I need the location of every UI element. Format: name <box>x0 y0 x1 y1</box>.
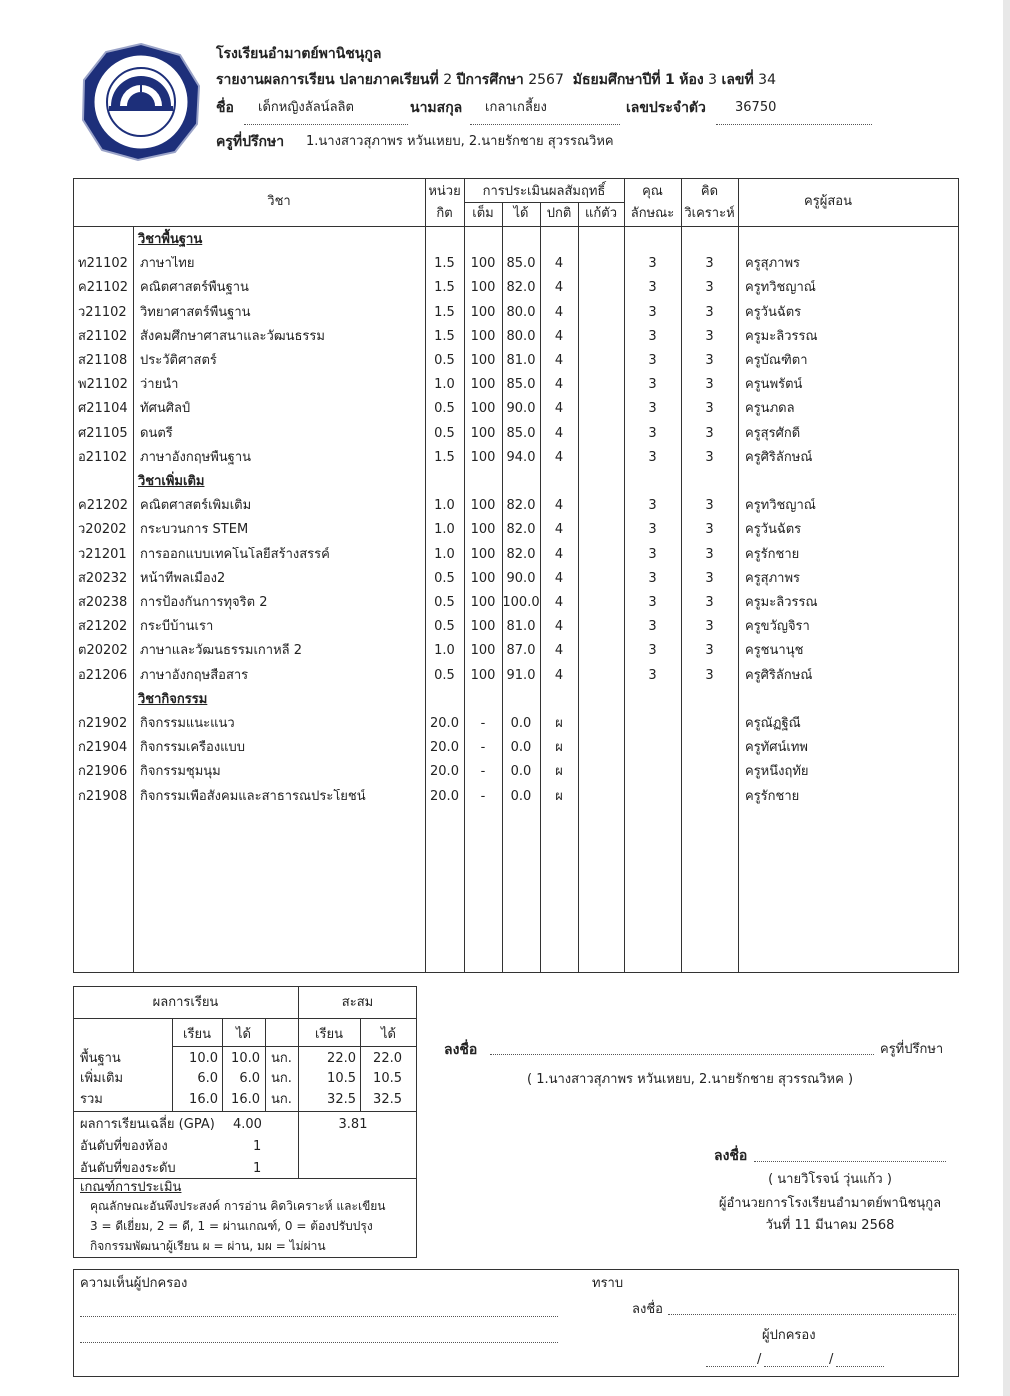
student-name: เด็กหญิงลัลน์ลลิต <box>258 100 354 115</box>
col-full: เต็ม <box>472 206 494 221</box>
cell-code: ก21904 <box>78 740 128 756</box>
rank-room-label: อันดับที่ของห้อง <box>80 1139 168 1154</box>
cell-code: ส21202 <box>78 619 128 635</box>
cell-teacher: ครูขวัญจิรา <box>745 619 810 635</box>
cell-credit: 1.0 <box>434 522 455 538</box>
cell-code: ก21906 <box>78 764 128 780</box>
col-subject: วิชา <box>267 194 291 209</box>
cell-got: 0.0 <box>510 788 532 804</box>
cell-name: กิจกรรมแนะแนว <box>140 716 235 731</box>
cell-credit: 1.0 <box>434 377 455 393</box>
cell-grade: 4 <box>554 377 564 393</box>
advisor-sign-label: ลงชื่อ <box>444 1042 478 1058</box>
cell-teacher: ครูนภดล <box>745 401 795 417</box>
cell-full: 100 <box>470 353 496 368</box>
summary-cell-acc_got: 22.0 <box>373 1051 402 1066</box>
cell-credit: 20.0 <box>430 764 459 780</box>
cell-credit: 0.5 <box>434 353 455 368</box>
summary-cell-unit: นก. <box>271 1051 292 1066</box>
cell-full: 100 <box>470 595 496 610</box>
cell-code: ส20232 <box>78 570 128 586</box>
summary-col-acc-got: ได้ <box>381 1027 396 1042</box>
col-thinking: คิด <box>700 184 719 199</box>
cell-full: 100 <box>470 280 496 296</box>
cell-char: 3 <box>648 449 657 465</box>
cell-teacher: ครูณัฏฐิณี <box>745 716 801 731</box>
parent-sign-label: ลงชื่อ <box>632 1302 663 1317</box>
cell-think: 3 <box>705 522 714 538</box>
cell-full: 100 <box>470 328 496 344</box>
director-role: ผู้อำนวยการโรงเรียนอำมาตย์พานิชนุกูล <box>718 1196 942 1211</box>
cell-name: ทัศนศิลป์ <box>140 401 191 417</box>
id-label: เลขประจำตัว <box>626 100 706 116</box>
cell-grade: 4 <box>554 280 564 296</box>
cell-code: พ21102 <box>78 377 128 393</box>
summary-cell-unit: นก. <box>271 1092 292 1107</box>
cell-credit: 20.0 <box>430 716 459 731</box>
cell-grade: ผ <box>555 716 563 731</box>
cell-think: 3 <box>705 595 714 610</box>
year: 2567 <box>528 72 564 88</box>
cell-full: - <box>480 716 486 731</box>
cell-grade: 4 <box>554 425 564 441</box>
number-label: เลขที่ <box>721 72 754 88</box>
cell-name: ดนตรี <box>140 425 173 441</box>
cell-teacher: ครูสุรศักดิ์ <box>745 425 801 441</box>
cell-full: 100 <box>470 377 496 393</box>
parent-ack-label: ทราบ <box>592 1276 624 1291</box>
cell-char: 3 <box>648 328 657 344</box>
summary-col-study: เรียน <box>183 1027 211 1042</box>
name-label: ชื่อ <box>216 100 234 116</box>
cell-name: ภาษาและวัฒนธรรมเกาหลี 2 <box>140 643 303 659</box>
number: 34 <box>758 72 776 88</box>
cell-got: 0.0 <box>510 740 532 756</box>
summary-accum-title: สะสม <box>341 995 374 1010</box>
cell-grade: 4 <box>554 546 564 562</box>
cell-code: ว21102 <box>78 304 127 320</box>
cell-think: 3 <box>705 570 714 586</box>
summary-cell-label: เพิ่มเติม <box>80 1071 124 1086</box>
cell-name: การออกแบบเทคโนโลยีสร้างสรรค์ <box>140 546 330 562</box>
cell-name: หน้าที่พลเมือง2 <box>140 570 226 586</box>
student-surname: เกลาเกลี้ยง <box>485 100 547 115</box>
cell-got: 0.0 <box>510 764 532 780</box>
cell-credit: 0.5 <box>434 425 455 441</box>
report-title: รายงานผลการเรียน ปลายภาคเรียนที่ <box>216 72 439 88</box>
col-character-2: ลักษณะ <box>630 206 675 221</box>
criteria-line-1: คุณลักษณะอันพึงประสงค์ การอ่าน คิดวิเคราะห์ และเขียน <box>90 1199 386 1213</box>
summary-cell-acc_study: 22.0 <box>327 1051 356 1066</box>
advisor-role: ครูที่ปรึกษา <box>880 1042 944 1057</box>
cell-got: 85.0 <box>506 425 536 441</box>
cell-teacher: ครูชนานุช <box>745 643 804 659</box>
cell-think: 3 <box>705 498 714 514</box>
cell-name: ภาษาอังกฤษสื่อสาร <box>140 667 249 683</box>
room: 3 <box>708 72 718 88</box>
cell-code: อ21206 <box>78 667 128 683</box>
cell-grade: 4 <box>554 449 564 465</box>
cell-got: 82.0 <box>506 280 536 296</box>
cell-code: ก21902 <box>78 716 128 731</box>
cell-grade: ผ <box>555 740 563 756</box>
cell-think: 3 <box>705 667 714 683</box>
cell-got: 90.0 <box>506 570 536 586</box>
accum-gpa-value: 3.81 <box>338 1117 368 1132</box>
cell-teacher: ครูวันฉัตร <box>745 304 802 320</box>
cell-char: 3 <box>648 401 657 417</box>
cell-credit: 0.5 <box>434 401 455 417</box>
cell-name: กิจกรรมเครื่องแบบ <box>140 740 246 756</box>
cell-got: 80.0 <box>506 328 536 344</box>
cell-code: ค21202 <box>78 498 129 514</box>
cell-name: กระบี่บ้านเรา <box>140 619 214 635</box>
cell-full: 100 <box>470 256 496 272</box>
cell-name: ภาษาไทย <box>140 256 195 272</box>
room-label: ห้อง <box>679 72 704 88</box>
cell-char: 3 <box>648 546 657 562</box>
cell-full: - <box>480 764 486 780</box>
col-assessment: การประเมินผลสัมฤทธิ์ <box>482 184 606 199</box>
cell-credit: 0.5 <box>434 570 455 586</box>
cell-teacher: ครูบัณฑิตา <box>745 353 808 368</box>
cell-full: 100 <box>470 304 496 320</box>
cell-teacher: ครูศิริลักษณ์ <box>745 667 813 683</box>
cell-teacher: ครูหนึ่งฤทัย <box>745 764 809 780</box>
cell-char: 3 <box>648 498 657 514</box>
cell-char: 3 <box>648 280 657 296</box>
student-id: 36750 <box>735 100 777 115</box>
cell-credit: 1.5 <box>434 280 455 296</box>
summary-col-acc-study: เรียน <box>315 1027 343 1042</box>
criteria-title: เกณฑ์การประเมิน <box>80 1180 182 1195</box>
cell-char: 3 <box>648 425 657 441</box>
cell-teacher: ครูทวิชญาณ์ <box>745 280 816 296</box>
cell-credit: 1.0 <box>434 546 455 562</box>
cell-grade: 4 <box>554 256 564 272</box>
cell-code: ว21201 <box>78 546 127 562</box>
cell-code: ส21108 <box>78 353 128 368</box>
cell-full: 100 <box>470 619 496 635</box>
cell-teacher: ครูรักชาย <box>745 546 800 562</box>
cell-teacher: ครูนพรัตน์ <box>745 377 803 393</box>
year-label: ปีการศึกษา <box>456 72 524 88</box>
cell-char: 3 <box>648 570 657 586</box>
cell-code: ต20202 <box>78 643 128 659</box>
cell-grade: 4 <box>554 353 564 368</box>
col-fix: แก้ตัว <box>585 206 617 221</box>
summary-cell-acc_got: 32.5 <box>373 1092 402 1107</box>
cell-think: 3 <box>705 546 714 562</box>
cell-char: 3 <box>648 377 657 393</box>
col-got: ได้ <box>513 206 529 221</box>
cell-think: 3 <box>705 449 714 465</box>
cell-grade: 4 <box>554 667 564 683</box>
cell-grade: 4 <box>554 643 564 659</box>
cell-credit: 0.5 <box>434 595 455 610</box>
cell-name: กระบวนการ STEM <box>140 522 249 538</box>
cell-char: 3 <box>648 595 657 610</box>
cell-full: 100 <box>470 425 496 441</box>
cell-char: 3 <box>648 353 657 368</box>
cell-name: คณิตศาสตร์พื้นฐาน <box>140 280 249 296</box>
rank-level-label: อันดับที่ของระดับ <box>80 1161 176 1176</box>
cell-think: 3 <box>705 304 714 320</box>
cell-teacher: ครูศิริลักษณ์ <box>745 449 813 465</box>
cell-char: 3 <box>648 643 657 659</box>
criteria-line-3: กิจกรรมพัฒนาผู้เรียน ผ = ผ่าน, มผ = ไม่ผ่าน <box>90 1239 326 1253</box>
cell-full: - <box>480 740 486 756</box>
cell-grade: 4 <box>554 498 564 514</box>
cell-code: ว20202 <box>78 522 127 538</box>
sign-date: วันที่ 11 มีนาคม 2568 <box>765 1218 895 1233</box>
cell-teacher: ครูทวิชญาณ์ <box>745 498 816 514</box>
cell-got: 82.0 <box>506 522 536 538</box>
rank-level-value: 1 <box>253 1161 262 1176</box>
cell-full: 100 <box>470 449 496 465</box>
grade-label: มัธยมศึกษาปีที่ <box>572 72 661 88</box>
term: 2 <box>443 72 453 88</box>
parent-date-slash-1: / <box>757 1352 762 1367</box>
cell-full: 100 <box>470 570 496 586</box>
cell-credit: 20.0 <box>430 740 459 756</box>
cell-think: 3 <box>705 619 714 635</box>
cell-think: 3 <box>705 401 714 417</box>
cell-full: 100 <box>470 522 496 538</box>
cell-code: ก21908 <box>78 788 128 804</box>
summary-col-got: ได้ <box>236 1027 251 1042</box>
cell-grade: 4 <box>554 401 564 417</box>
summary-cell-got: 6.0 <box>239 1071 260 1086</box>
parent-box <box>73 1269 959 1377</box>
cell-name: ประวัติศาสตร์ <box>140 353 217 368</box>
cell-teacher: ครูสุภาพร <box>745 570 801 586</box>
director-sign-label: ลงชื่อ <box>714 1148 748 1164</box>
cell-got: 82.0 <box>506 498 536 514</box>
cell-full: 100 <box>470 401 496 417</box>
summary-cell-study: 10.0 <box>189 1051 218 1066</box>
cell-credit: 20.0 <box>430 788 459 804</box>
section-heading: วิชาพื้นฐาน <box>138 232 203 247</box>
cell-got: 85.0 <box>506 256 536 272</box>
cell-teacher: ครูทัศน์เทพ <box>745 740 808 756</box>
cell-got: 81.0 <box>506 353 536 368</box>
section-heading: วิชากิจกรรม <box>138 691 208 707</box>
summary-cell-acc_study: 10.5 <box>327 1071 356 1086</box>
grade: 1 <box>665 72 675 88</box>
rank-room-value: 1 <box>253 1139 262 1154</box>
cell-code: ค21102 <box>78 280 129 296</box>
cell-credit: 1.5 <box>434 449 455 465</box>
cell-think: 3 <box>705 425 714 441</box>
summary-cell-got: 10.0 <box>231 1051 260 1066</box>
cell-grade: 4 <box>554 570 564 586</box>
summary-results-title: ผลการเรียน <box>152 995 219 1010</box>
col-normal: ปกติ <box>546 206 572 221</box>
cell-code: ท21102 <box>78 256 128 272</box>
cell-think: 3 <box>705 256 714 272</box>
advisor-label: ครูที่ปรึกษา <box>216 134 285 150</box>
cell-got: 85.0 <box>506 377 536 393</box>
cell-code: ส21102 <box>78 328 128 344</box>
cell-got: 80.0 <box>506 304 536 320</box>
cell-full: 100 <box>470 667 496 683</box>
cell-got: 91.0 <box>506 667 536 683</box>
criteria-line-2: 3 = ดีเยี่ยม, 2 = ดี, 1 = ผ่านเกณฑ์, 0 = ต้องปรับปรุง <box>90 1219 373 1233</box>
cell-grade: ผ <box>555 764 563 780</box>
cell-teacher: ครูสุภาพร <box>745 256 801 272</box>
cell-name: ว่ายน้ำ <box>140 377 179 393</box>
cell-credit: 1.0 <box>434 643 455 659</box>
cell-credit: 0.5 <box>434 619 455 635</box>
cell-think: 3 <box>705 643 714 659</box>
cell-code: ส20238 <box>78 595 128 610</box>
parent-comment-label: ความเห็นผู้ปกครอง <box>80 1276 188 1291</box>
cell-credit: 1.5 <box>434 304 455 320</box>
cell-got: 81.0 <box>506 619 536 635</box>
summary-cell-label: พื้นฐาน <box>80 1051 121 1066</box>
summary-cell-unit: นก. <box>271 1071 292 1086</box>
cell-grade: 4 <box>554 328 564 344</box>
cell-grade: ผ <box>555 788 563 804</box>
surname-label: นามสกุล <box>410 100 463 116</box>
school-name: โรงเรียนอำมาตย์พานิชนุกูล <box>216 46 382 62</box>
cell-name: การป้องกันการทุจริต 2 <box>140 595 268 610</box>
cell-name: ภาษาอังกฤษพื้นฐาน <box>140 449 252 465</box>
cell-grade: 4 <box>554 595 564 610</box>
summary-cell-got: 16.0 <box>231 1092 260 1107</box>
cell-got: 0.0 <box>510 716 532 731</box>
advisor-sign-names: ( 1.นางสาวสุภาพร หวันเหยบ, 2.นายรักชาย สุวรรณวิหค ) <box>526 1072 854 1087</box>
cell-think: 3 <box>705 280 714 296</box>
col-credit-2: กิต <box>436 206 453 221</box>
col-credit: หน่วย <box>428 184 461 199</box>
summary-cell-acc_got: 10.5 <box>373 1071 402 1086</box>
cell-got: 100.0 <box>502 595 540 610</box>
cell-full: - <box>480 788 486 804</box>
gpa-value: 4.00 <box>233 1117 262 1132</box>
school-logo <box>80 42 202 162</box>
cell-grade: 4 <box>554 304 564 320</box>
cell-teacher: ครูรักชาย <box>745 788 800 804</box>
cell-grade: 4 <box>554 619 564 635</box>
cell-name: วิทยาศาสตร์พื้นฐาน <box>140 304 251 320</box>
summary-cell-acc_study: 32.5 <box>327 1092 356 1107</box>
parent-role: ผู้ปกครอง <box>762 1328 816 1343</box>
cell-code: อ21102 <box>78 449 128 465</box>
summary-cell-study: 6.0 <box>197 1071 218 1086</box>
cell-grade: 4 <box>554 522 564 538</box>
cell-name: กิจกรรมเพื่อสังคมและสาธารณประโยชน์ <box>140 788 366 804</box>
cell-full: 100 <box>470 498 496 514</box>
cell-char: 3 <box>648 667 657 683</box>
gpa-label: ผลการเรียนเฉลี่ย (GPA) <box>80 1117 215 1132</box>
cell-think: 3 <box>705 377 714 393</box>
cell-got: 82.0 <box>506 546 536 562</box>
section-heading: วิชาเพิ่มเติม <box>138 474 205 489</box>
parent-date-slash-2: / <box>829 1352 834 1367</box>
cell-char: 3 <box>648 522 657 538</box>
cell-credit: 1.5 <box>434 328 455 344</box>
col-teacher: ครูผู้สอน <box>804 194 852 209</box>
cell-teacher: ครูมะลิวรรณ <box>745 595 818 610</box>
cell-char: 3 <box>648 619 657 635</box>
cell-got: 90.0 <box>506 401 536 417</box>
cell-think: 3 <box>705 328 714 344</box>
cell-credit: 1.5 <box>434 256 455 272</box>
report-title-line <box>216 72 776 88</box>
col-thinking-2: วิเคราะห์ <box>684 206 735 221</box>
cell-teacher: ครูมะลิวรรณ <box>745 328 818 344</box>
cell-credit: 1.0 <box>434 498 455 514</box>
cell-code: ศ21105 <box>78 425 128 441</box>
summary-cell-label: รวม <box>80 1092 103 1107</box>
advisor-names: 1.นางสาวสุภาพร หวันเหยบ, 2.นายรักชาย สุวรรณวิหค <box>306 134 614 149</box>
cell-teacher: ครูวันฉัตร <box>745 522 802 538</box>
cell-char: 3 <box>648 256 657 272</box>
page-edge <box>1003 0 1010 1396</box>
cell-name: สังคมศึกษาศาสนาและวัฒนธรรม <box>140 328 325 344</box>
director-name: ( นายวิโรจน์ วุ่นแก้ว ) <box>768 1172 892 1187</box>
cell-full: 100 <box>470 643 496 659</box>
cell-got: 94.0 <box>506 449 536 465</box>
cell-full: 100 <box>470 546 496 562</box>
col-character: คุณ <box>642 184 663 199</box>
summary-cell-study: 16.0 <box>189 1092 218 1107</box>
cell-name: คณิตศาสตร์เพิ่มเติม <box>140 498 252 514</box>
cell-got: 87.0 <box>506 643 536 659</box>
cell-name: กิจกรรมชุมนุม <box>140 764 221 780</box>
cell-code: ศ21104 <box>78 401 128 417</box>
cell-char: 3 <box>648 304 657 320</box>
cell-think: 3 <box>705 353 714 368</box>
cell-credit: 0.5 <box>434 667 455 683</box>
